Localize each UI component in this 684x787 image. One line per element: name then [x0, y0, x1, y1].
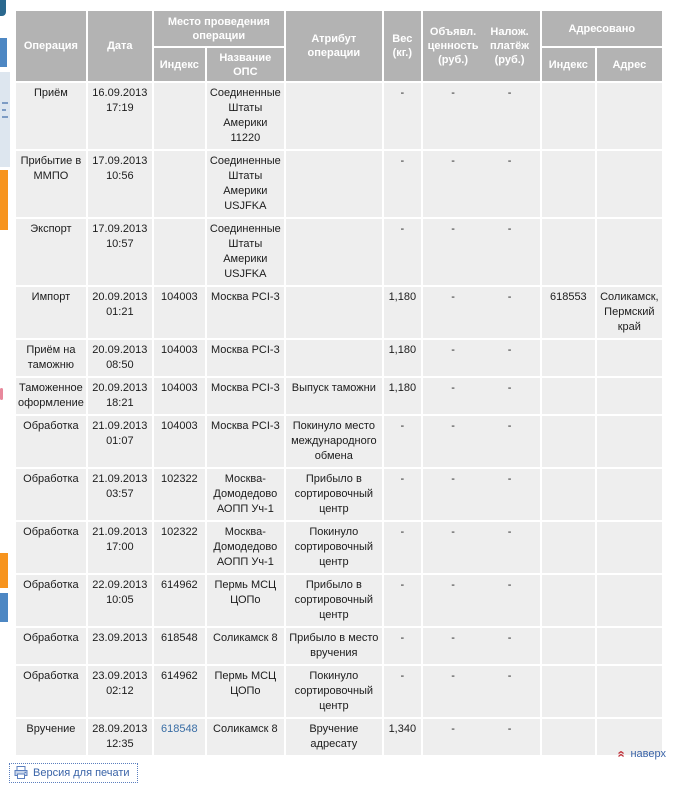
- cell-declared-value: -: [451, 344, 455, 356]
- col-header-weight: Вес (кг.): [384, 11, 421, 81]
- cell-declared-value: -: [451, 420, 455, 432]
- cell-addressed-address: [597, 83, 662, 149]
- cell-addressed-address: [597, 666, 662, 717]
- sidebar-edge-blue-banner-2: [0, 593, 8, 622]
- cell-date: 21.09.2013 03:57: [88, 469, 152, 520]
- cell-values: [423, 83, 540, 149]
- cell-weight: -: [384, 522, 421, 573]
- cell-date: 20.09.2013 18:21: [88, 378, 152, 414]
- col-header-addressed-index: Индекс: [542, 48, 595, 81]
- table-row: [16, 83, 662, 149]
- cell-place-name: Соликамск 8: [207, 628, 284, 664]
- sidebar-edge-blue-banner: [0, 38, 7, 67]
- table-body: [16, 83, 662, 758]
- cell-attribute: Прибыло в сортировочный центр: [286, 575, 382, 626]
- cell-declared-value: -: [451, 382, 455, 394]
- cell-operation: Экспорт: [16, 219, 86, 285]
- cell-operation: Приём на таможню: [16, 340, 86, 376]
- cell-addressed-address: [597, 575, 662, 626]
- cell-declared-value: -: [451, 155, 455, 167]
- cell-declared-value: -: [451, 473, 455, 485]
- cell-addressed-index: [542, 83, 595, 149]
- sidebar-edge-orange-banner-2: [0, 553, 8, 588]
- cell-addressed-address: [597, 628, 662, 664]
- cell-place-name: Соединенные Штаты Америки USJFKA: [207, 151, 284, 217]
- cell-addressed-index: [542, 416, 595, 467]
- cell-cod: -: [507, 579, 512, 591]
- cell-values: [423, 719, 540, 755]
- cell-place-index: 614962: [154, 575, 205, 626]
- cell-date: 17.09.2013 10:57: [88, 219, 152, 285]
- cell-cod: -: [507, 723, 512, 735]
- cell-addressed-address: [597, 340, 662, 376]
- cell-values: [423, 378, 540, 414]
- cell-operation: Обработка: [16, 628, 86, 664]
- cell-cod: -: [507, 670, 512, 682]
- cell-addressed-address: [597, 469, 662, 520]
- cell-date: 22.09.2013 10:05: [88, 575, 152, 626]
- cell-operation: Обработка: [16, 522, 86, 573]
- cell-cod: -: [507, 420, 512, 432]
- sidebar-edge-teal-block: [0, 0, 6, 16]
- cell-addressed-index: 618553: [542, 287, 595, 338]
- print-version-label[interactable]: Версия для печати: [33, 766, 130, 779]
- cell-operation: Импорт: [16, 287, 86, 338]
- cell-date: 20.09.2013 01:21: [88, 287, 152, 338]
- cell-cod: -: [507, 223, 512, 235]
- col-header-place-index: Индекс: [154, 48, 205, 81]
- cell-weight: 1,180: [384, 378, 421, 414]
- cell-place-name: Москва-Домодедово АОПП Уч-1: [207, 522, 284, 573]
- cell-place-index: 102322: [154, 469, 205, 520]
- table-row: [16, 378, 662, 414]
- col-header-cod: Налож. платёж (руб.): [490, 26, 530, 66]
- cell-place-name: Соликамск 8: [207, 719, 284, 755]
- cell-place-index: 104003: [154, 287, 205, 338]
- cell-place-index: 104003: [154, 416, 205, 467]
- sidebar-edge-panel: [0, 72, 10, 167]
- cell-place-index: [154, 219, 205, 285]
- cell-values: [423, 469, 540, 520]
- cell-place-index: [154, 83, 205, 149]
- cell-operation: Обработка: [16, 666, 86, 717]
- back-to-top-link[interactable]: [614, 748, 666, 760]
- cell-place-name: Москва-Домодедово АОПП Уч-1: [207, 469, 284, 520]
- cell-weight: -: [384, 83, 421, 149]
- cell-values: [423, 340, 540, 376]
- cell-values: [423, 151, 540, 217]
- cell-place-name: Соединенные Штаты Америки 11220: [207, 83, 284, 149]
- table-row: [16, 522, 662, 573]
- cell-operation: Обработка: [16, 469, 86, 520]
- print-version-button[interactable]: [9, 763, 138, 783]
- cell-place-name: Москва PCI-3: [207, 287, 284, 338]
- cell-attribute: [286, 340, 382, 376]
- col-header-declared-value: Объявл. ценность (руб.): [427, 26, 479, 66]
- cell-declared-value: -: [451, 223, 455, 235]
- cell-place-index: [154, 719, 205, 755]
- cell-date: 16.09.2013 17:19: [88, 83, 152, 149]
- sidebar-edge-image-fragment: [0, 388, 3, 400]
- cell-attribute: Прибыло в место вручения: [286, 628, 382, 664]
- tracking-history-table: [14, 9, 664, 757]
- cell-cod: -: [507, 526, 512, 538]
- cell-values: [423, 416, 540, 467]
- cell-cod: -: [507, 291, 512, 303]
- col-header-values-group: [423, 11, 540, 81]
- cell-place-name: Соединенные Штаты Америки USJFKA: [207, 219, 284, 285]
- cell-place-index: 102322: [154, 522, 205, 573]
- col-header-operation: Операция: [16, 11, 86, 81]
- cell-place-name: Пермь МСЦ ЦОПо: [207, 666, 284, 717]
- table-row: [16, 219, 662, 285]
- col-header-place-name: Название ОПС: [207, 48, 284, 81]
- col-header-addressed-group: Адресовано: [542, 11, 662, 46]
- cell-cod: -: [507, 155, 512, 167]
- cell-declared-value: -: [451, 291, 455, 303]
- cell-date: 23.09.2013 02:12: [88, 666, 152, 717]
- cell-addressed-index: [542, 340, 595, 376]
- cell-values: [423, 575, 540, 626]
- cell-addressed-address: [597, 151, 662, 217]
- col-header-attribute: Атрибут операции: [286, 11, 382, 81]
- cell-declared-value: -: [451, 526, 455, 538]
- cell-weight: -: [384, 219, 421, 285]
- cell-declared-value: -: [451, 632, 455, 644]
- cell-date: 21.09.2013 17:00: [88, 522, 152, 573]
- sidebar-edge-orange-banner: [0, 170, 8, 230]
- col-header-date: Дата: [88, 11, 152, 81]
- cell-values: [423, 666, 540, 717]
- col-header-addressed-address: Адрес: [597, 48, 662, 81]
- cell-values: [423, 628, 540, 664]
- table-row: [16, 666, 662, 717]
- cell-place-name: Пермь МСЦ ЦОПо: [207, 575, 284, 626]
- table-row: [16, 469, 662, 520]
- cell-cod: -: [507, 473, 512, 485]
- cell-addressed-index: [542, 219, 595, 285]
- cell-attribute: [286, 287, 382, 338]
- cell-operation: Приём: [16, 83, 86, 149]
- cell-place-index: 618548: [154, 628, 205, 664]
- cell-operation: Обработка: [16, 416, 86, 467]
- cell-date: 20.09.2013 08:50: [88, 340, 152, 376]
- cell-weight: -: [384, 416, 421, 467]
- cell-attribute: Прибыло в сортировочный центр: [286, 469, 382, 520]
- cell-place-name: Москва PCI-3: [207, 378, 284, 414]
- table-row: [16, 719, 662, 755]
- cell-cod: -: [507, 632, 512, 644]
- cell-addressed-address: [597, 378, 662, 414]
- cell-place-index: 614962: [154, 666, 205, 717]
- cell-cod: -: [507, 382, 512, 394]
- cell-place-index: [154, 151, 205, 217]
- cell-operation: Вручение: [16, 719, 86, 755]
- cell-cod: -: [507, 87, 512, 99]
- table-row: [16, 340, 662, 376]
- cell-addressed-address: [597, 522, 662, 573]
- cell-weight: -: [384, 469, 421, 520]
- cell-addressed-address: [597, 219, 662, 285]
- cell-operation: Прибытие в ММПО: [16, 151, 86, 217]
- cell-place-name: Москва PCI-3: [207, 340, 284, 376]
- cell-declared-value: -: [451, 670, 455, 682]
- table-row: [16, 628, 662, 664]
- cell-values: [423, 219, 540, 285]
- cell-addressed-index: [542, 666, 595, 717]
- cell-weight: -: [384, 151, 421, 217]
- table-row: [16, 151, 662, 217]
- cell-addressed-index: [542, 469, 595, 520]
- col-header-place-group: Место проведения операции: [154, 11, 284, 46]
- cell-operation: Таможенное оформление: [16, 378, 86, 414]
- cell-attribute: [286, 83, 382, 149]
- cell-attribute: [286, 219, 382, 285]
- cell-weight: -: [384, 628, 421, 664]
- table-row: [16, 287, 662, 338]
- cell-values: [423, 522, 540, 573]
- cell-attribute: Покинуло сортировочный центр: [286, 666, 382, 717]
- cell-addressed-address: [597, 416, 662, 467]
- cell-addressed-index: [542, 719, 595, 755]
- cell-declared-value: -: [451, 87, 455, 99]
- cell-values: [423, 287, 540, 338]
- cell-declared-value: -: [451, 723, 455, 735]
- back-to-top-label[interactable]: наверх: [630, 748, 666, 760]
- cell-attribute: [286, 151, 382, 217]
- up-double-chevron-icon: «: [614, 750, 630, 758]
- cell-weight: -: [384, 575, 421, 626]
- cell-date: 28.09.2013 12:35: [88, 719, 152, 755]
- cell-date: 23.09.2013: [88, 628, 152, 664]
- cell-addressed-index: [542, 378, 595, 414]
- cell-declared-value: -: [451, 579, 455, 591]
- cell-place-index: 104003: [154, 340, 205, 376]
- cell-addressed-index: [542, 575, 595, 626]
- cell-date: 21.09.2013 01:07: [88, 416, 152, 467]
- cell-operation: Обработка: [16, 575, 86, 626]
- cell-addressed-index: [542, 522, 595, 573]
- cell-weight: -: [384, 666, 421, 717]
- cell-place-index: 104003: [154, 378, 205, 414]
- cell-attribute: Вручение адресату: [286, 719, 382, 755]
- cell-addressed-index: [542, 628, 595, 664]
- cell-cod: -: [507, 344, 512, 356]
- table-row: [16, 416, 662, 467]
- printer-icon: [14, 766, 28, 779]
- cell-weight: 1,180: [384, 340, 421, 376]
- cell-attribute: Выпуск таможни: [286, 378, 382, 414]
- table-row: [16, 575, 662, 626]
- cell-place-name: Москва PCI-3: [207, 416, 284, 467]
- table-header: [16, 11, 662, 81]
- cell-date: 17.09.2013 10:56: [88, 151, 152, 217]
- cell-addressed-address: Соликамск, Пермский край: [597, 287, 662, 338]
- cell-attribute: Покинуло место международного обмена: [286, 416, 382, 467]
- cell-addressed-index: [542, 151, 595, 217]
- cell-attribute: Покинуло сортировочный центр: [286, 522, 382, 573]
- cell-weight: 1,180: [384, 287, 421, 338]
- place-index-link[interactable]: 618548: [160, 723, 198, 735]
- cell-weight: 1,340: [384, 719, 421, 755]
